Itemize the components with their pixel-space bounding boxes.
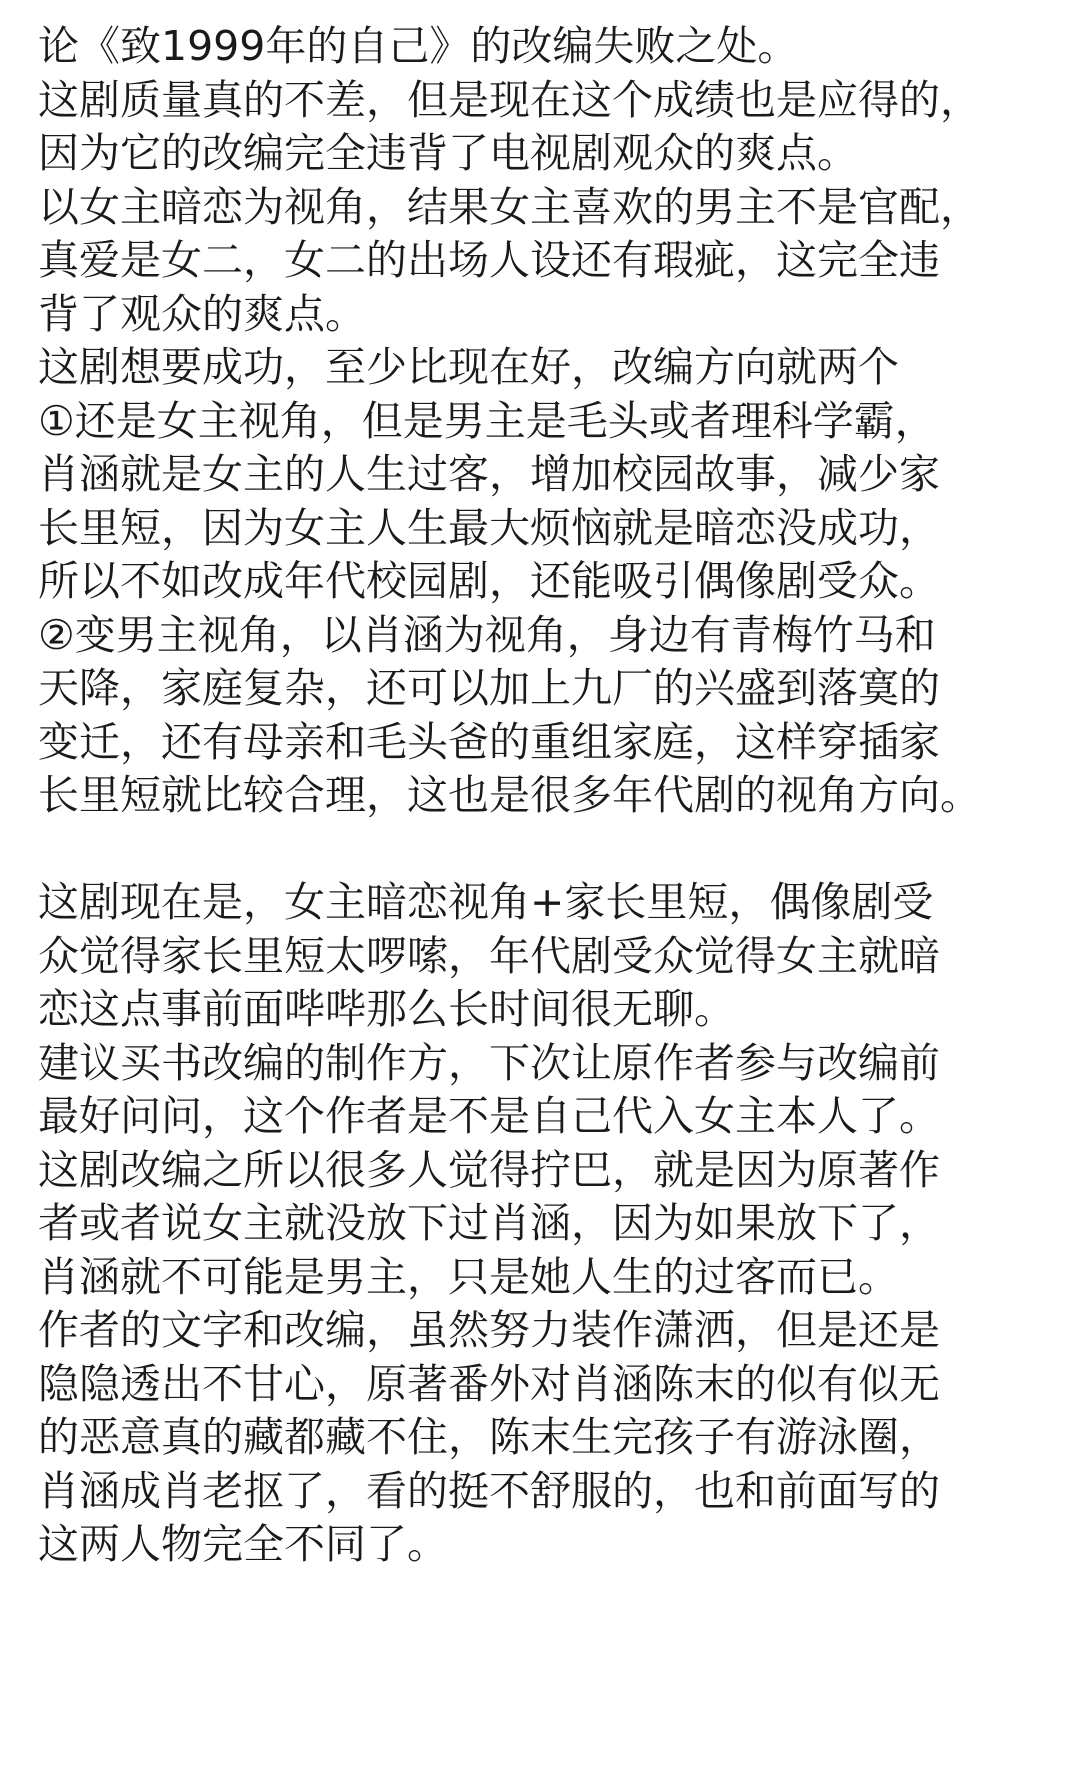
text-line: 作者的文字和改编，虽然努力装作潇洒，但是还是 [38, 1306, 940, 1354]
text-line: 肖涵成肖老抠了，看的挺不舒服的，也和前面写的 [38, 1466, 940, 1515]
paragraph-gap [38, 823, 1048, 877]
text-line: 这两人物完全不同了。 [38, 1520, 448, 1568]
text-line: 者或者说女主就没放下过肖涵，因为如果放下了， [38, 1199, 940, 1247]
text-line: 这剧现在是，女主暗恋视角+家长里短，偶像剧受 [38, 878, 934, 926]
text-line: 这剧质量真的不差，但是现在这个成绩也是应得的， [38, 75, 981, 124]
text-line: 所以不如改成年代校园剧，还能吸引偶像剧受众。 [38, 557, 940, 605]
text-line: 隐隐透出不甘心，原著番外对肖涵陈末的似有似无 [38, 1359, 940, 1408]
text-line: 众觉得家长里短太啰嗦，年代剧受众觉得女主就暗 [38, 931, 940, 980]
text-line: 肖涵就是女主的人生过客，增加校园故事，减少家 [38, 450, 940, 498]
text-line: 恋这点事前面哔哔那么长时间很无聊。 [38, 985, 735, 1033]
text-line: 背了观众的爽点。 [38, 289, 366, 338]
text-line: 以女主暗恋为视角，结果女主喜欢的男主不是官配， [38, 182, 981, 231]
text-line: ②变男主视角，以肖涵为视角，身边有青梅竹马和 [38, 610, 936, 659]
text-line: 肖涵就不可能是男主，只是她人生的过客而已。 [38, 1252, 899, 1301]
text-line: 最好问问，这个作者是不是自己代入女主本人了。 [38, 1092, 940, 1140]
text-line: 建议买书改编的制作方，下次让原作者参与改编前 [38, 1038, 940, 1087]
text-line: 因为它的改编完全违背了电视剧观众的爽点。 [38, 129, 858, 177]
post-text-body [38, 0, 1048, 1572]
text-line: ①还是女主视角，但是男主是毛头或者理科学霸， [38, 396, 936, 445]
text-line: 长里短，因为女主人生最大烦恼就是暗恋没成功， [38, 503, 940, 552]
text-line: 这剧改编之所以很多人觉得拧巴，就是因为原著作 [38, 1145, 940, 1194]
text-line: 这剧想要成功，至少比现在好，改编方向就两个 [38, 343, 899, 391]
text-line: 天降，家庭复杂，还可以加上九厂的兴盛到落寞的 [38, 664, 940, 712]
text-line: 的恶意真的藏都藏不住，陈末生完孩子有游泳圈， [38, 1413, 940, 1461]
text-line: 长里短就比较合理，这也是很多年代剧的视角方向。 [38, 771, 981, 819]
post-title-line: 论《致1999年的自己》的改编失败之处。 [38, 22, 799, 70]
text-line: 真爱是女二，女二的出场人设还有瑕疵，这完全违 [38, 236, 940, 284]
text-line: 变迁，还有母亲和毛头爸的重组家庭，这样穿插家 [38, 717, 940, 766]
